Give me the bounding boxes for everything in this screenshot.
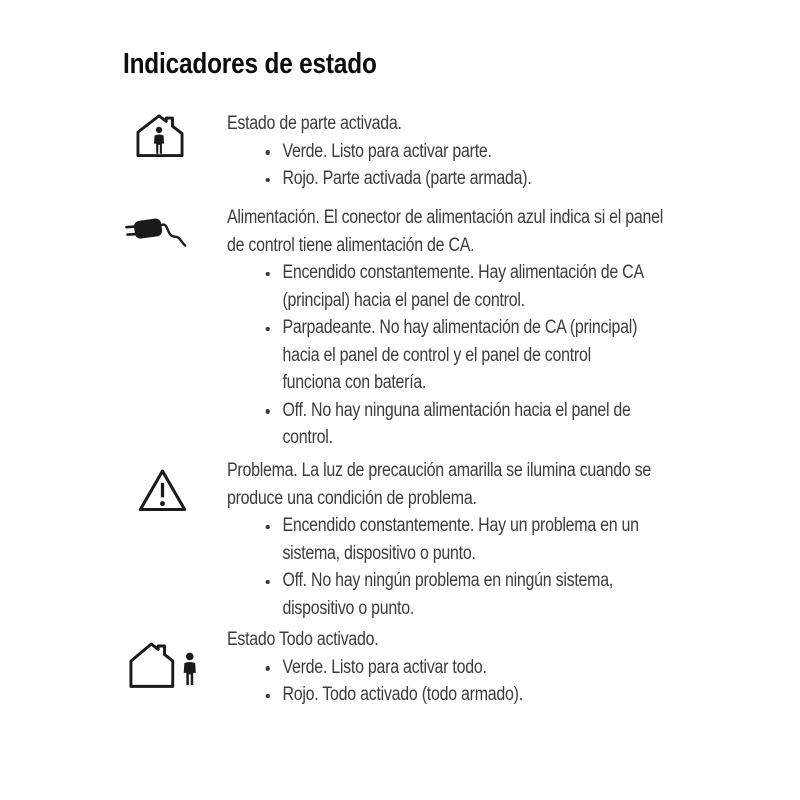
house-person-outside-icon <box>128 638 200 689</box>
icon-cell <box>123 110 227 163</box>
house-person-inside-icon <box>135 112 185 158</box>
bullet-list <box>227 259 665 452</box>
section-part-on-status <box>123 110 749 193</box>
bullet-list <box>227 138 665 193</box>
bullet-list <box>227 512 665 622</box>
section-text <box>227 626 665 709</box>
bullet-item: Rojo. Parte activada (parte armada). <box>227 165 665 193</box>
bullet-item: Encendido constantemente. Hay alimentación de CA (principal) hacia el panel de control. <box>227 259 665 314</box>
section-intro: Estado Todo activado. <box>227 629 379 650</box>
section-text <box>227 457 665 622</box>
bullet-item: Verde. Listo para activar todo. <box>227 654 665 682</box>
bullet-item: Encendido constantemente. Hay un problema en un sistema, dispositivo o punto. <box>227 512 665 567</box>
icon-cell <box>123 626 227 694</box>
section-power-status <box>123 204 749 452</box>
section-intro: Estado de parte activada. <box>227 113 402 134</box>
bullet-list <box>227 654 665 709</box>
section-all-on-status <box>123 626 749 709</box>
section-intro: Alimentación. El conector de alimentación azul indica si el panel de control tiene alimentación de CA. <box>227 207 664 256</box>
warning-triangle-icon <box>137 467 188 514</box>
section-text <box>227 110 665 193</box>
bullet-item: Rojo. Todo activado (todo armado). <box>227 681 665 709</box>
section-text <box>227 204 665 452</box>
icon-cell <box>123 204 227 257</box>
section-intro: Problema. La luz de precaución amarilla se ilumina cuando se produce una condición de problema. <box>227 460 652 509</box>
icon-cell <box>123 457 227 519</box>
bullet-item: Parpadeante. No hay alimentación de CA (principal) hacia el panel de control y el panel de control funciona con batería. <box>227 314 665 397</box>
bullet-item: Off. No hay ningún problema en ningún sistema, dispositivo o punto. <box>227 567 665 622</box>
bullet-item: Off. No hay ninguna alimentación hacia el panel de control. <box>227 397 665 452</box>
page-title: Indicadores de estado <box>123 48 377 81</box>
section-trouble-status <box>123 457 749 622</box>
power-plug-icon <box>123 210 189 252</box>
bullet-item: Verde. Listo para activar parte. <box>227 138 665 166</box>
